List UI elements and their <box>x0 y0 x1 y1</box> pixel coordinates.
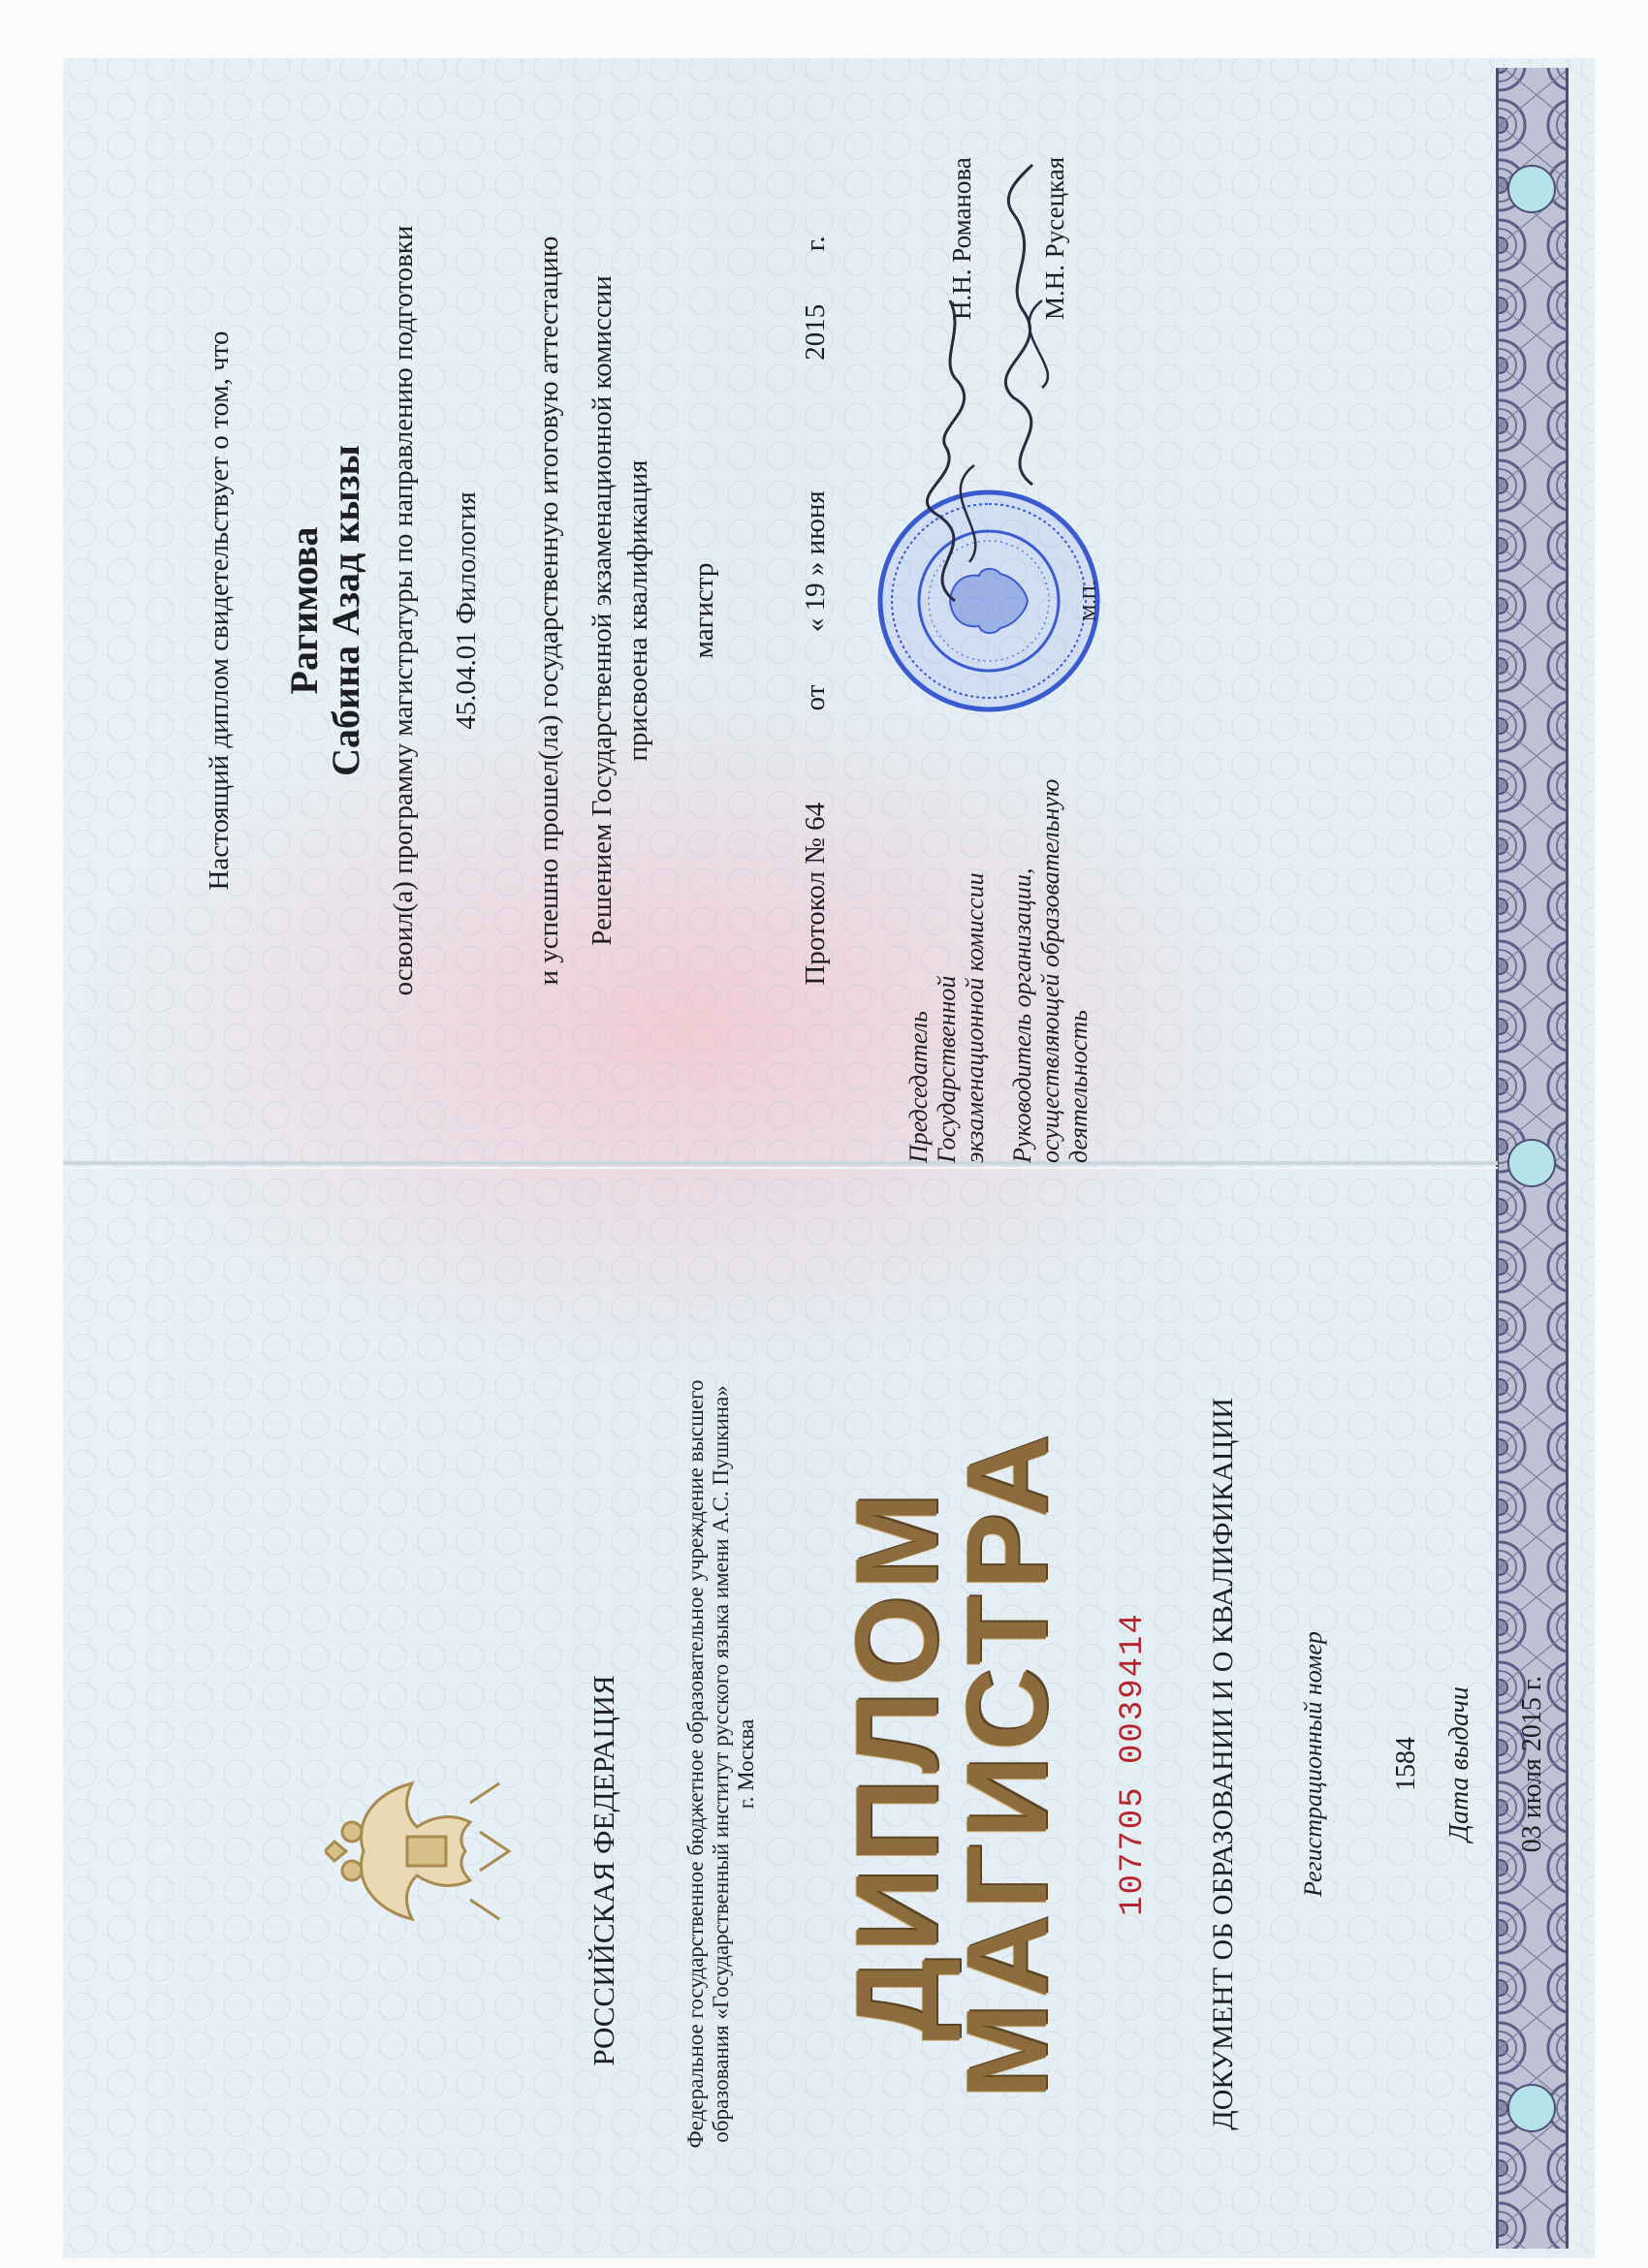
diploma-title-line-1: ДИПЛОМ <box>832 1487 962 2041</box>
head-name: М.Н. Русецкая <box>1040 156 1069 320</box>
organization-line-2: образования «Государственный институт русского языка имени А.С. Пушкина» <box>709 1385 733 2143</box>
qualification-name: магистр <box>688 562 719 659</box>
issue-date: 03 июля 2015 г. <box>1517 1675 1547 1853</box>
head-label-line-1: Руководитель организации, <box>1008 867 1036 1163</box>
issue-date-label: Дата выдачи <box>1444 1686 1474 1842</box>
registration-label: Регистрационный номер <box>1299 1631 1327 1897</box>
protocol-year-suffix: г. <box>800 236 831 252</box>
handwritten-signatures <box>897 155 1091 620</box>
seal-mark: М.П. <box>1079 580 1100 622</box>
protocol-month: июня <box>800 490 831 555</box>
protocol-year: 2015 <box>800 303 831 361</box>
protocol-number: 64 <box>800 802 831 831</box>
protocol-from: от <box>800 684 831 711</box>
intro-text: Настоящий диплом свидетельствует о том, что <box>204 331 235 891</box>
left-page <box>63 1163 1595 2258</box>
head-label-line-2: осуществляющей образовательную <box>1036 778 1064 1163</box>
chair-label-line-3: экзаменационной комиссии <box>961 872 989 1163</box>
organization-line-1: Федеральное государственное бюджетное образовательное учреждение высшего <box>683 1379 708 2149</box>
chair-name: Н.Н. Романова <box>947 157 976 320</box>
registration-number: 1584 <box>1391 1737 1421 1791</box>
head-label-line-3: деятельность <box>1064 1010 1093 1163</box>
graduate-surname: Рагимова <box>282 526 326 695</box>
chair-label-line-1: Председатель <box>904 1011 933 1163</box>
qualification-awarded-text: присвоена квалификация <box>622 459 653 762</box>
program-name: 45.04.01 Филология <box>451 491 482 730</box>
protocol-label: Протокол № <box>800 837 831 986</box>
document-type: ДОКУМЕНТ ОБ ОБРАЗОВАНИИ И О КВАЛИФИКАЦИИ <box>1207 1398 1239 2130</box>
program-mastered-text: освоил(а) программу магистратуры по направлению подготовки <box>388 225 419 996</box>
attestation-text: и успешно прошел(ла) государственную итоговую аттестацию <box>533 236 564 986</box>
country-title: РОССИЙСКАЯ ФЕДЕРАЦИЯ <box>586 1675 620 2066</box>
right-page <box>63 58 1595 1163</box>
diploma-spread <box>63 58 1595 2258</box>
serial-number: 107705 0039414 <box>1115 1612 1152 1916</box>
coat-of-arms-icon <box>325 1764 519 1938</box>
chair-label-line-2: Государственной <box>933 975 961 1163</box>
protocol-row <box>800 58 832 1163</box>
commission-decision-text: Решением Государственной экзаменационной комиссии <box>586 275 618 946</box>
organization-city: г. Москва <box>734 1718 758 1810</box>
protocol-day: « 19 » <box>800 561 831 633</box>
graduate-given-names: Сабина Азад кызы <box>324 445 367 776</box>
diploma-title-line-2: МАГИСТРА <box>943 1429 1071 2099</box>
